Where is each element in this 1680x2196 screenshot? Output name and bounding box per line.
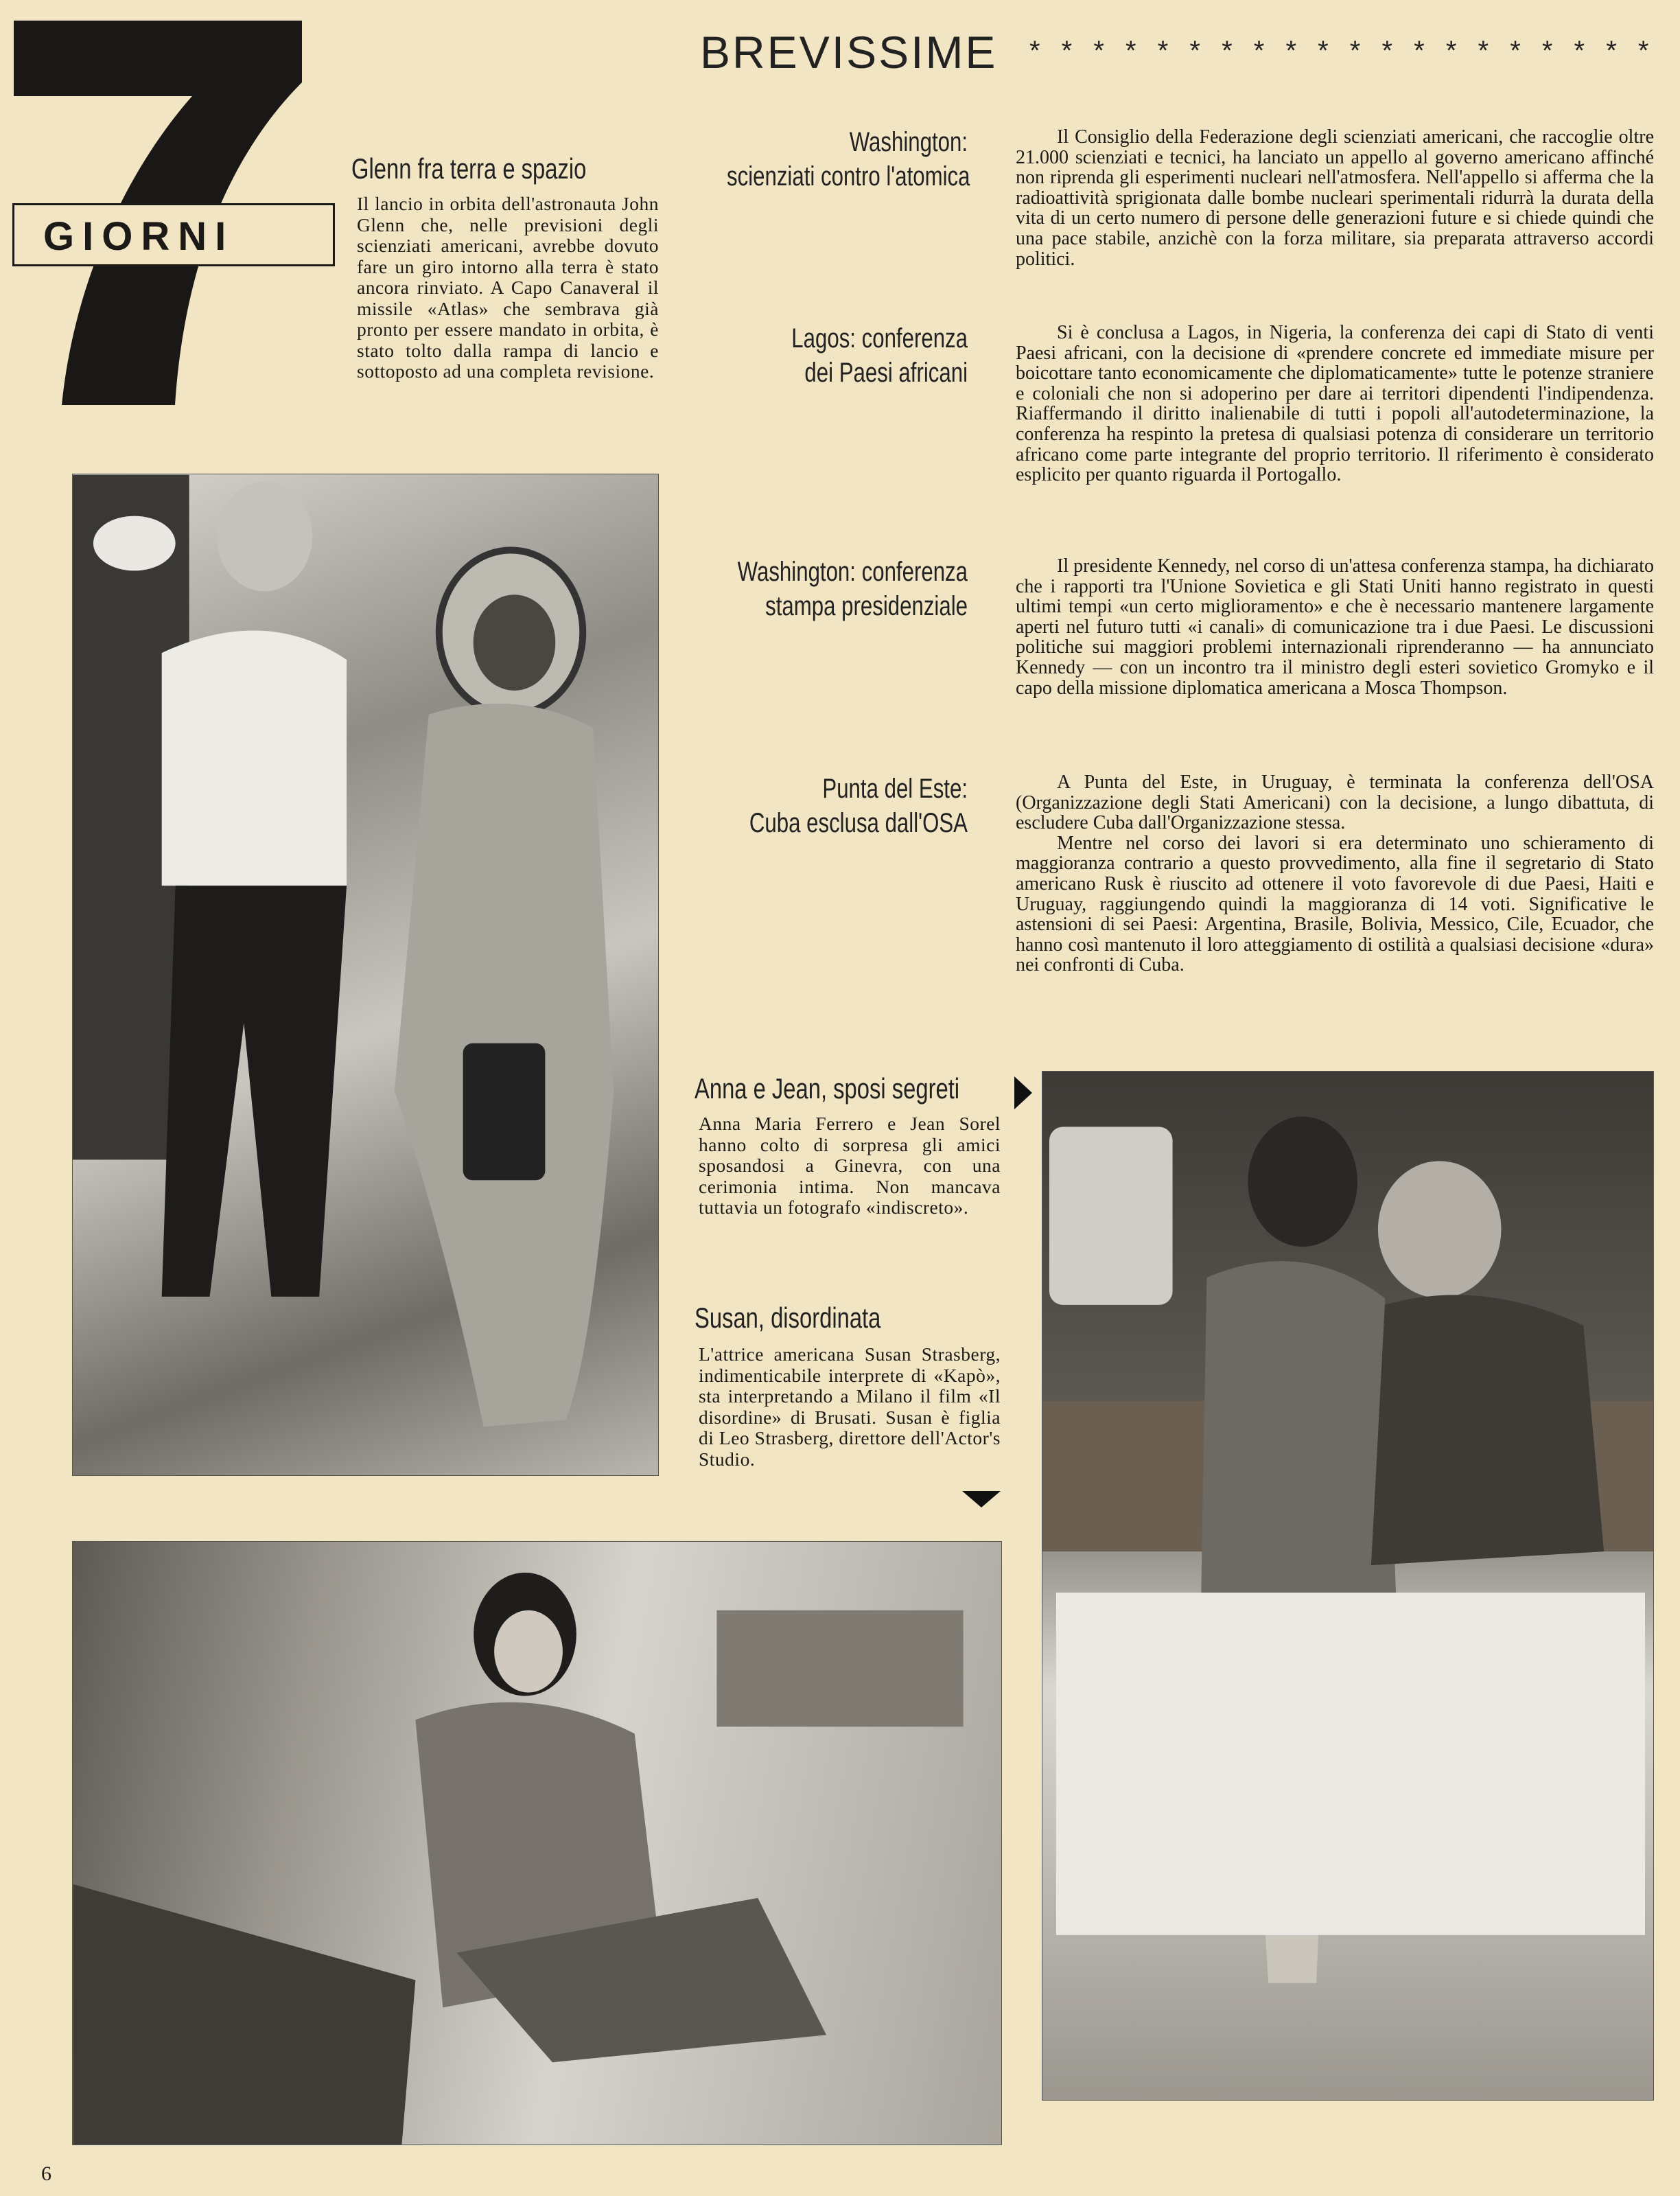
brief-body-punta-del-este: [1016, 772, 1654, 975]
brief-heading-washington-atomica: [659, 125, 968, 194]
brief-heading-line: Punta del Este:: [822, 774, 968, 804]
brief-paragraph: Il Consiglio della Federazione degli scienziati americani, che raccoglie oltre 21.000 scienziati e tecnici, ha lanciato un appello al governo americano affinché non riprenda gli esperimenti nucleari nell'atmosfera. Nell'appello si afferma che la radioattività sprigionata dalle bombe nucleari sperimentali ridurrà la durata della vita di un certo numero di persone delle generazioni future e si chiede quindi che una pace stabile, anzichè con la forza militare, sia preparata attraverso accordi politici.: [1016, 126, 1654, 270]
brief-paragraph: Mentre nel corso dei lavori si era determinato uno schieramento di maggioranza contrario a questo provvedimento, alla fine il segretario di Stato americano Rusk è riuscito ad ottenere il voto favorevole di due Paesi, Haiti e Uruguay, raggiungendo quindi la maggioranza di 14 voti. Significative le astensioni di sei Paesi: Argentina, Brasile, Bolivia, Messico, Cile, Ecuador, che hanno così mantenuto il loro atteggiamento di ostilità a qualsiasi decisione «dura» nei confronti di Cuba.: [1016, 832, 1654, 976]
glenn-headline: Glenn fra terra e spazio: [351, 152, 587, 185]
brief-paragraph: Si è conclusa a Lagos, in Nigeria, la conferenza dei capi di Stato di venti Paesi africani, con la decisione di «prendere concrete ed immediate misure per boicottare tanto economicamente che diplomaticamente» tutte le potenze straniere e coloniali che non si adoperino per dare ai territori dipendenti l'indipendenza. Riaffermando il diritto inalienabile di tutti i popoli all'autodeterminazione, la conferenza ha respinto la pretesa di qualsiasi potenza di considerare un territorio africano come parte integrante del proprio territorio. Il riferimento è considerato esplicito per quanto riguarda il Portogallo.: [1016, 322, 1654, 486]
brief-heading-line: Lagos: conferenza: [791, 323, 968, 354]
giorni-label: GIORNI: [12, 203, 335, 266]
brief-heading-line: Cuba esclusa dall'OSA: [749, 808, 968, 838]
brief-heading-lagos: [659, 321, 968, 390]
glenn-body: Il lancio in orbita dell'astronauta John Glenn che, nelle previsioni degli scienziati americani, avrebbe dovuto fare un giro intorno alla terra è stato ancora rinviato. A Capo Canaveral il missile «Atlas» che sembrava già pronto per essere mandato in orbita, è stato tolto dalla rampa di lancio e sottoposto ad una completa revisione.: [357, 193, 659, 382]
brief-heading-line: dei Paesi africani: [804, 358, 968, 388]
brief-heading-line: Washington:: [849, 127, 968, 157]
brief-body-washington-stampa: [1016, 556, 1654, 698]
brief-heading-line: Washington: conferenza: [737, 557, 968, 587]
brief-paragraph: A Punta del Este, in Uruguay, è terminata la conferenza dell'OSA (Organizzazione degli Stati Americani) con la decisione, a lungo dibattuta, di escludere Cuba dall'Organizzazione stessa.: [1016, 772, 1654, 834]
brief-body-washington-atomica: [1016, 127, 1654, 269]
page-number: 6: [41, 2162, 51, 2185]
photo-anna-maria-ferrero-jean-sorel: [1042, 1071, 1654, 2101]
brief-paragraph: Il presidente Kennedy, nel corso di un'attesa conferenza stampa, ha dichiarato che i rapporti tra l'Unione Sovietica e gli Stati Uniti hanno registrato in questi ultimi tempi «un certo miglioramento» e che è necessario mantenere largamente aperti nel futuro tutti «i canali» di comunicazione tra i due Paesi. Le discussioni politiche sui maggiori problemi internazionali riprenderanno — ha annunciato Kennedy — con un incontro tra il ministro degli esteri sovietico Gromyko e il capo della missione diplomatica americana a Mosca Thompson.: [1016, 555, 1654, 699]
photo-john-glenn-spacesuit: [72, 474, 659, 1476]
section-title: BREVISSIME: [700, 27, 998, 78]
brief-heading-punta-del-este: [659, 772, 968, 840]
susan-headline: Susan, disordinata: [695, 1302, 881, 1334]
brief-body-lagos: [1016, 323, 1654, 485]
brief-heading-line: stampa presidenziale: [765, 591, 968, 621]
anna-body: Anna Maria Ferrero e Jean Sorel hanno colto di sorpresa gli amici sposandosi a Ginevra, con una cerimonia intima. Non mancava tuttavia un fotografo «indiscreto».: [699, 1113, 1001, 1218]
photo-susan-strasberg: [72, 1541, 1002, 2145]
stars-divider: * * * * * * * * * * * * * * * * * * * *: [1029, 36, 1656, 66]
susan-body: L'attrice americana Susan Strasberg, indimenticabile interprete di «Kapò», sta interpretando a Milano il film «Il disordine» di Brusati. Susan è figlia di Leo Strasberg, direttore dell'Actor's Studio.: [699, 1343, 1001, 1470]
arrow-right-icon: [1014, 1076, 1032, 1109]
arrow-down-icon: [962, 1491, 1001, 1507]
brief-heading-washington-stampa: [659, 555, 968, 623]
brief-heading-line: scienziati contro l'atomica: [727, 161, 970, 192]
anna-headline: Anna e Jean, sposi segreti: [695, 1072, 960, 1105]
